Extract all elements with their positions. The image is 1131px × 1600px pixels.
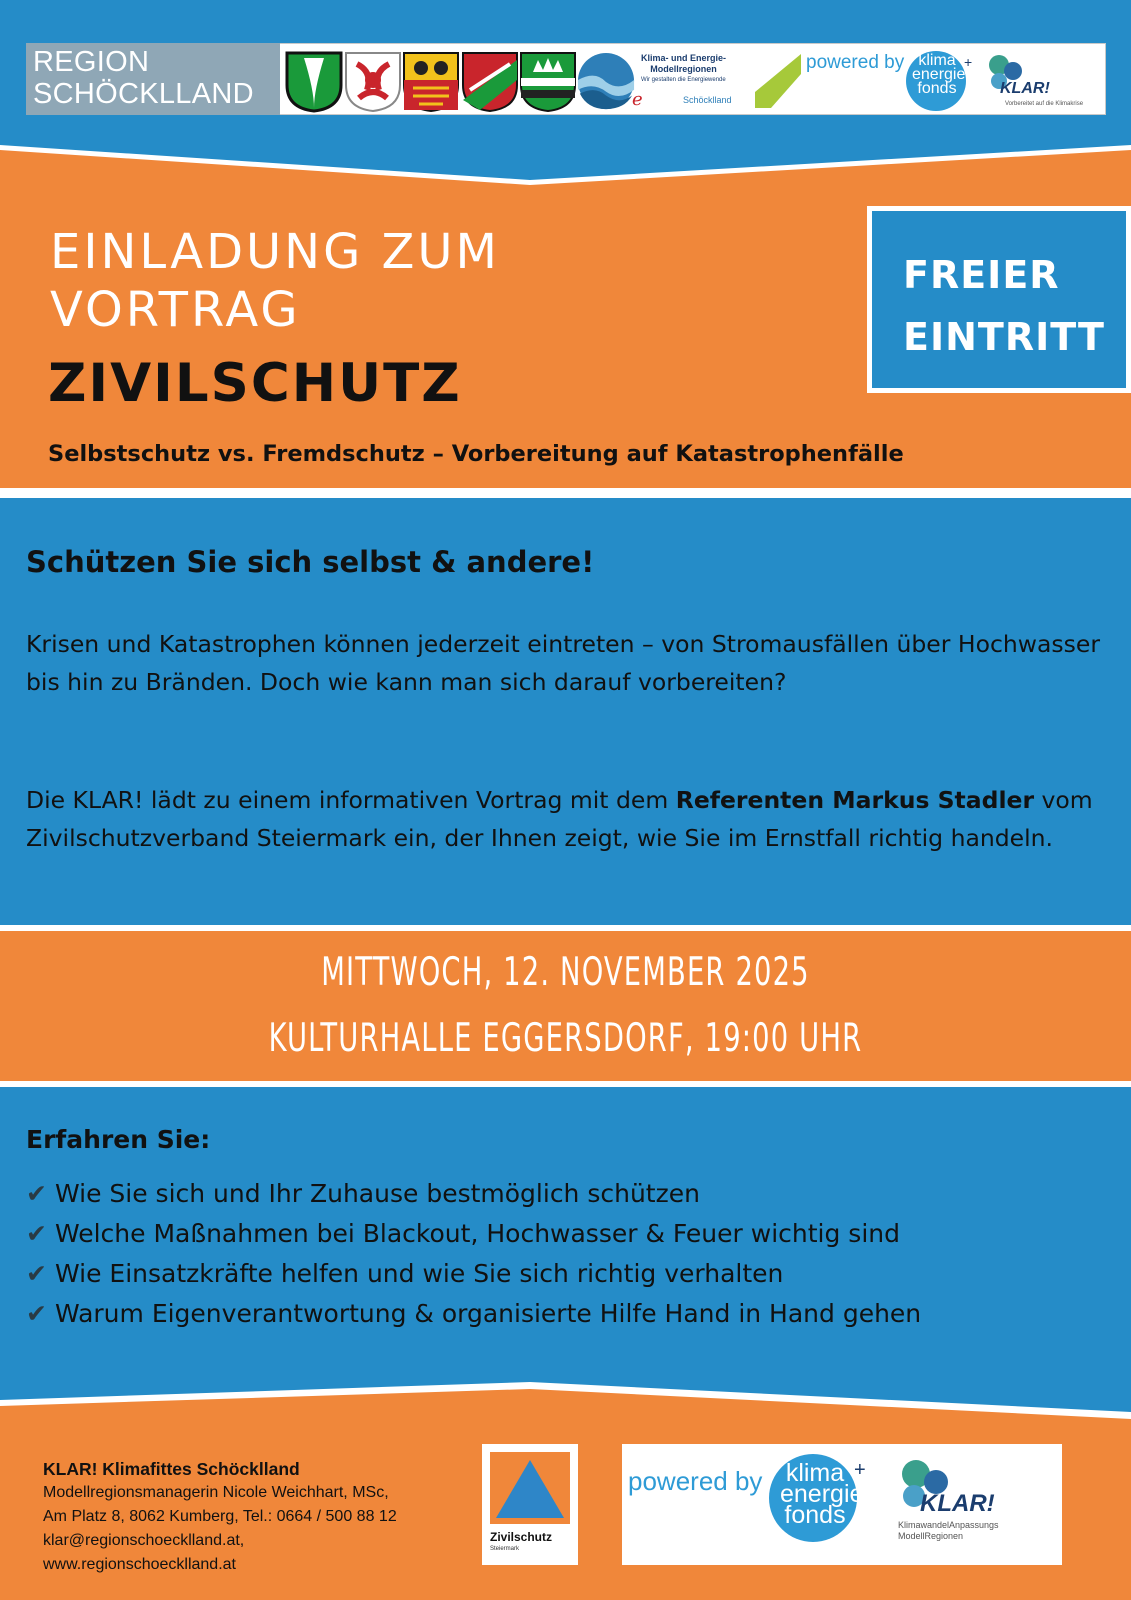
list-item: ✔ Wie Einsatzkräfte helfen und wie Sie sich richtig verhalten — [26, 1259, 784, 1288]
intro-paragraph-2: Die KLAR! lädt zu einem informativen Vortrag mit dem Referenten Markus Stadler vom Zivilschutzverband Steiermark ein, der Ihnen zeigt, wie Sie im Ernstfall richtig handeln. — [26, 786, 1093, 852]
footer-org-name: KLAR! Klimafittes Schöcklland — [43, 1459, 300, 1479]
check-icon: ✔ — [26, 1179, 47, 1208]
event-location-time: KULTURHALLE EGGERSDORF, 19:00 UHR — [268, 1016, 863, 1061]
speaker-name: Referenten Markus Stadler — [675, 786, 1035, 814]
learn-list — [26, 1174, 1101, 1334]
check-icon: ✔ — [26, 1259, 47, 1288]
learn-heading: Erfahren Sie: — [26, 1125, 211, 1154]
crest-1-icon — [284, 50, 344, 113]
crest-2-icon — [343, 50, 403, 113]
page-subtitle: Selbstschutz vs. Fremdschutz – Vorbereitung auf Katastrophenfälle — [48, 441, 904, 467]
kem-e-icon — [630, 88, 650, 110]
svg-text:+: + — [964, 54, 973, 70]
header-klar-sub: Vorbereitet auf die Klimakrise — [1005, 101, 1084, 107]
footer-website[interactable]: www.regionschoecklland.at — [43, 1556, 236, 1573]
footer-contact: KLAR! Klimafittes Schöcklland Modellregionsmanagerin Nicole Weichhart, MSc, Am Platz 8, 8062 Kumberg, Tel.: 0664 / 500 88 12 klar@regionschoecklland.at, www.regionschoecklland.at — [43, 1457, 397, 1577]
kem-schoecklland-label: Schöcklland — [683, 95, 732, 105]
header-klar-label: KLAR! — [1000, 80, 1050, 97]
footer-klar-label: KLAR! — [920, 1490, 995, 1517]
svg-text:+: + — [854, 1459, 866, 1481]
check-icon: ✔ — [26, 1299, 47, 1328]
invitation-heading: EINLADUNG ZUM VORTRAG — [50, 224, 500, 338]
zivilschutz-sub: Steiermark — [490, 1546, 520, 1552]
kem-text: Klima- und Energie- Modellregionen Wir gestalten die Energiewende — [641, 53, 727, 83]
crest-4-icon — [460, 50, 520, 113]
header-klimafonds-text: klima energie fonds — [912, 52, 966, 97]
free-entry-text: FREIER EINTRITT — [903, 253, 1105, 359]
footer-klar-sub: KlimawandelAnpassungs ModellRegionen — [898, 1520, 999, 1541]
list-item: ✔ Warum Eigenverantwortung & organisierte Hilfe Hand in Hand gehen — [26, 1299, 922, 1328]
footer-email[interactable]: klar@regionschoecklland.at, — [43, 1532, 245, 1549]
region-logo-text: REGION SCHÖCKLLAND — [33, 46, 254, 110]
zivilschutz-label: Zivilschutz — [490, 1530, 553, 1544]
intro-paragraph-1: Krisen und Katastrophen können jederzeit eintreten – von Stromausfällen über Hochwasser bis hin zu Bränden. Doch wie kann man sich darauf vorbereiten? — [26, 630, 1100, 696]
intro-heading: Schützen Sie sich selbst & andere! — [26, 545, 595, 579]
crest-5-icon — [518, 50, 578, 113]
zivilschutz-triangle-icon — [490, 1452, 570, 1524]
svg-text:e: e — [632, 89, 643, 110]
list-item: ✔ Welche Maßnahmen bei Blackout, Hochwasser & Feuer wichtig sind — [26, 1219, 900, 1248]
check-icon: ✔ — [26, 1219, 47, 1248]
footer-powered-by: powered by — [628, 1466, 763, 1496]
header-powered-by: powered by — [806, 52, 905, 73]
page-title: ZIVILSCHUTZ — [48, 353, 462, 414]
list-item: ✔ Wie Sie sich und Ihr Zuhause bestmöglich schützen — [26, 1179, 700, 1208]
footer-klimafonds-text: klima energie fonds — [780, 1459, 864, 1529]
event-date: MITTWOCH, 12. NOVEMBER 2025 — [321, 950, 810, 995]
crest-3-icon — [401, 50, 461, 113]
kem-logo-icon — [576, 50, 636, 113]
kem-arrow-icon — [755, 50, 803, 112]
